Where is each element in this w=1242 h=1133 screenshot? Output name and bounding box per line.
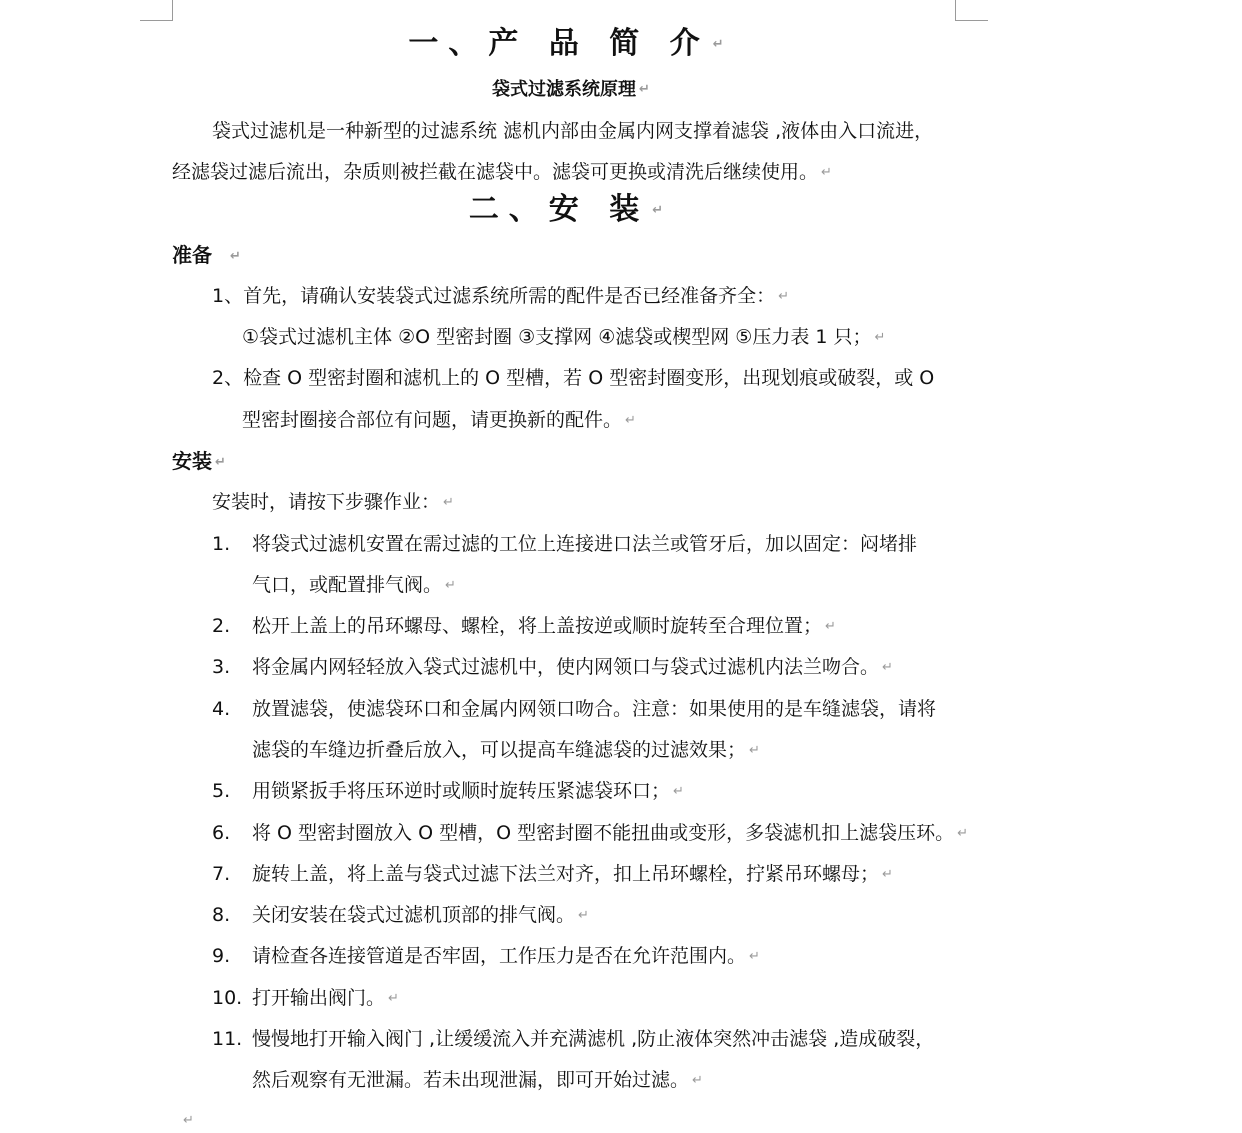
empty-paragraph-line[interactable] (180, 1108, 194, 1133)
step-number: 7. (212, 863, 231, 885)
section1-para-line-2[interactable] (172, 160, 832, 185)
step-number: 4. (212, 698, 231, 720)
step-line[interactable] (212, 1027, 934, 1051)
step-text: 请检查各连接管道是否牢固，工作压力是否在允许范围内。 (252, 945, 747, 967)
step-line[interactable] (212, 532, 917, 556)
step-text: 放置滤袋，使滤袋环口和金属内网领口吻合。注意：如果使用的是车缝滤袋，请将 (252, 698, 937, 720)
paragraph-mark: ↵ (825, 618, 836, 634)
paragraph-mark: ↵ (445, 577, 456, 593)
step-number: 10. (212, 987, 243, 1009)
paragraph-mark: ↵ (183, 1112, 194, 1128)
step-line[interactable] (212, 986, 399, 1011)
step-text: 松开上盖上的吊环螺母、螺栓，将上盖按逆或顺时旋转至合理位置； (252, 615, 823, 637)
step-number: 2. (212, 615, 231, 637)
step-text: 气口，或配置排气阀。 (252, 574, 443, 596)
step-line[interactable] (252, 573, 456, 598)
paragraph-mark: ↵ (639, 82, 650, 97)
top-left-margin-mark (140, 0, 173, 21)
step-text: 滤袋的车缝边折叠后放入，可以提高车缝滤袋的过滤效果； (252, 739, 747, 761)
paragraph-mark: ↵ (215, 454, 226, 470)
step-line[interactable] (252, 738, 760, 763)
step-line[interactable] (212, 655, 893, 680)
step-line[interactable] (212, 944, 760, 969)
paragraph-mark: ↵ (673, 783, 684, 799)
step-text: 关闭安装在袋式过滤机顶部的排气阀。 (252, 904, 576, 926)
paragraph-mark: ↵ (778, 288, 789, 304)
install-intro: 安装时，请按下步骤作业： (212, 491, 441, 513)
section1-subtitle-line[interactable] (0, 78, 1142, 102)
step-line[interactable] (212, 697, 936, 721)
prep-item-line[interactable] (212, 284, 789, 309)
step-line[interactable] (212, 821, 968, 846)
step-text: 用锁紧扳手将压环逆时或顺时旋转压紧滤袋环口； (252, 780, 671, 802)
step-text: 将 O 型密封圈放入 O 型槽，O 型密封圈不能扭曲或变形，多袋滤机扣上滤袋压环。 (252, 822, 955, 844)
paragraph-mark: ↵ (712, 36, 734, 52)
step-line[interactable] (252, 1068, 703, 1093)
paragraph-mark: ↵ (443, 494, 454, 510)
step-text: 旋转上盖，将上盖与袋式过滤下法兰对齐，扣上吊环螺栓，拧紧吊环螺母； (252, 863, 880, 885)
paragraph-mark: ↵ (388, 990, 399, 1006)
install-heading: 安装 (172, 449, 212, 473)
top-right-margin-mark (955, 0, 988, 21)
step-text: 将金属内网轻轻放入袋式过滤机中，使内网领口与袋式过滤机内法兰吻合。 (252, 656, 880, 678)
step-number: 3. (212, 656, 231, 678)
prep-item-text: 2、检查 O 型密封圈和滤机上的 O 型槽，若 O 型密封圈变形，出现划痕或破裂，或 O (212, 367, 935, 389)
step-line[interactable] (212, 903, 589, 928)
install-intro-line[interactable] (212, 490, 454, 515)
paragraph-mark: ↵ (578, 907, 589, 923)
paragraph-mark: ↵ (882, 659, 893, 675)
paragraph-text: 经滤袋过滤后流出，杂质则被拦截在滤袋中。滤袋可更换或清洗后继续使用。 (172, 161, 819, 183)
paragraph-mark: ↵ (882, 866, 893, 882)
step-text: 慢慢地打开输入阀门 ,让缓缓流入并充满滤机 ,防止液体突然冲击滤袋 ,造成破裂， (252, 1028, 935, 1050)
paragraph-mark: ↵ (652, 202, 674, 218)
paragraph-mark: ↵ (749, 948, 760, 964)
paragraph-mark: ↵ (625, 412, 636, 428)
step-number: 6. (212, 822, 231, 844)
step-number: 5. (212, 780, 231, 802)
section2-title-line[interactable] (0, 192, 1142, 229)
prep-item-text: 1、首先，请确认安装袋式过滤系统所需的配件是否已经准备齐全： (212, 285, 776, 307)
paragraph-mark: ↵ (957, 825, 968, 841)
step-line[interactable] (212, 614, 836, 639)
step-number: 1. (212, 533, 231, 555)
prep-item-text: ①袋式过滤机主体 ②O 型密封圈 ③支撑网 ④滤袋或楔型网 ⑤压力表 1 只； (242, 326, 872, 348)
paragraph-text: 袋式过滤机是一种新型的过滤系统 滤机内部由金属内网支撑着滤袋 ,液体由入口流进， (212, 120, 934, 142)
paragraph-mark: ↵ (692, 1072, 703, 1088)
prep-item-line[interactable] (212, 366, 934, 390)
step-line[interactable] (212, 862, 893, 887)
paragraph-mark: ↵ (749, 742, 760, 758)
prep-heading-line[interactable] (172, 243, 241, 269)
prep-item-text: 型密封圈接合部位有问题，请更换新的配件。 (242, 409, 623, 431)
step-number: 11. (212, 1028, 243, 1050)
prep-item-line[interactable] (242, 325, 885, 350)
paragraph-mark: ↵ (874, 329, 886, 345)
section1-para-line-1[interactable] (212, 119, 933, 143)
install-heading-line[interactable] (172, 449, 226, 475)
prep-heading: 准备 (172, 243, 212, 267)
step-number: 9. (212, 945, 231, 967)
paragraph-mark: ↵ (821, 164, 832, 180)
step-line[interactable] (212, 779, 684, 804)
section1-subtitle: 袋式过滤系统原理 (492, 79, 637, 100)
prep-item-line[interactable] (242, 408, 636, 433)
paragraph-mark: ↵ (230, 248, 241, 264)
step-text: 然后观察有无泄漏。若未出现泄漏，即可开始过滤。 (252, 1069, 690, 1091)
step-text: 将袋式过滤机安置在需过滤的工位上连接进口法兰或管牙后，加以固定：闷堵排 (252, 533, 918, 555)
section1-title: 一、产 品 简 介 (408, 26, 710, 61)
step-text: 打开输出阀门。 (252, 987, 386, 1009)
section2-title: 二、安 装 (468, 192, 650, 227)
step-number: 8. (212, 904, 231, 926)
section1-title-line[interactable] (0, 26, 1142, 63)
